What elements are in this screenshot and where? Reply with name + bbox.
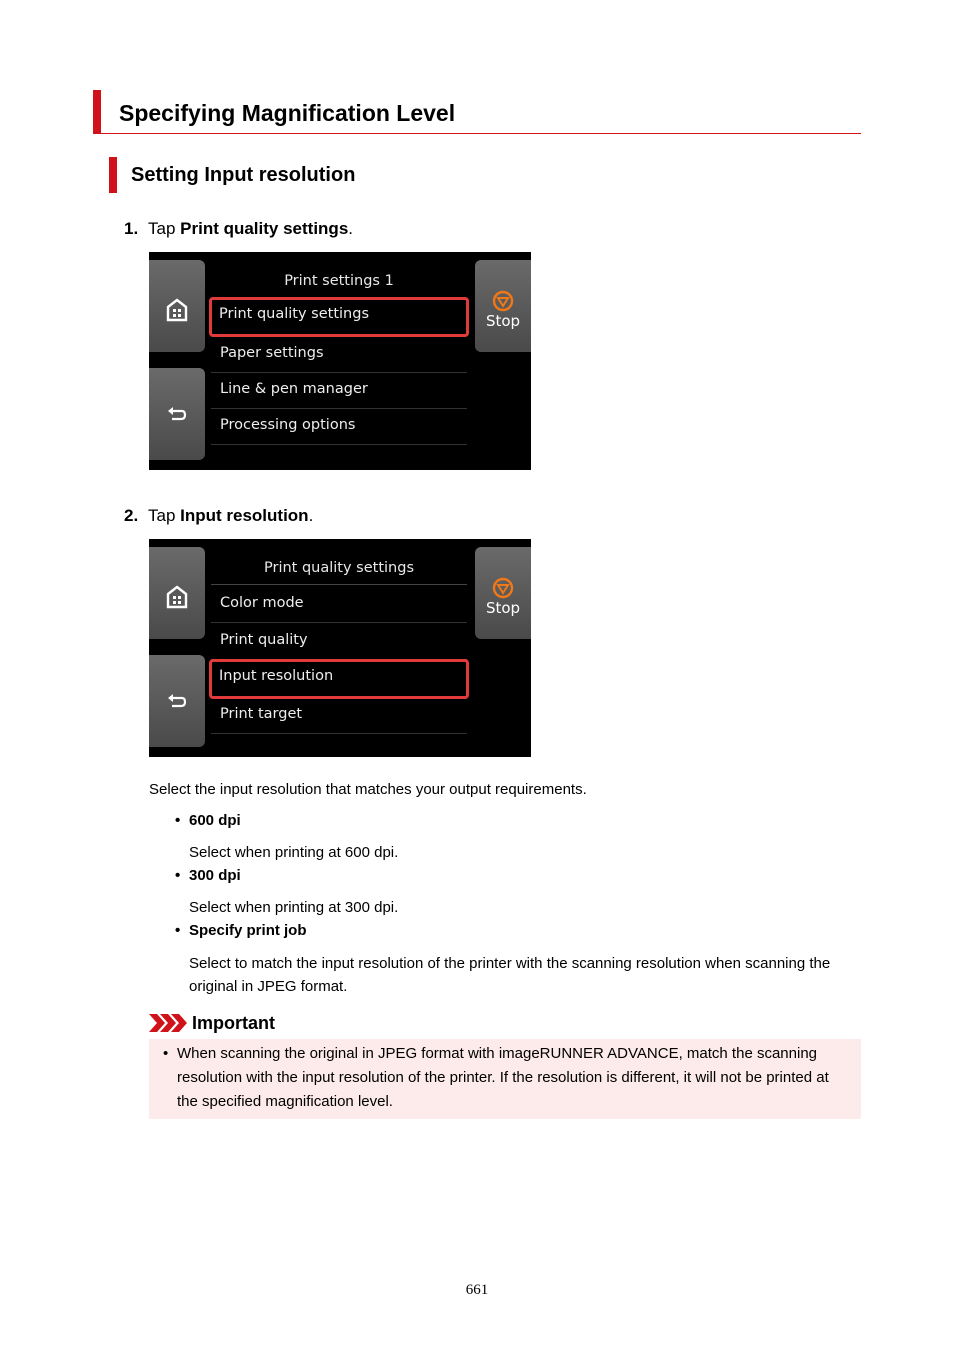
option-300dpi: • 300 dpi: [175, 865, 475, 887]
heading-underline: [101, 133, 861, 134]
menu-item-print-target[interactable]: Print target: [211, 697, 467, 734]
menu-item-print-quality-settings[interactable]: Print quality settings: [209, 297, 469, 337]
screen-title: Print quality settings: [264, 560, 414, 576]
important-title: Important: [192, 1013, 275, 1033]
important-icon: [149, 1014, 189, 1032]
menu-item-print-quality[interactable]: Print quality: [211, 623, 467, 660]
back-button[interactable]: [149, 368, 205, 460]
option-specify-print-job: • Specify print job: [175, 920, 475, 942]
back-button[interactable]: [149, 655, 205, 747]
screen-title: Print settings 1: [284, 273, 394, 289]
step-1: [124, 218, 624, 240]
divider: [211, 584, 467, 585]
home-button[interactable]: [149, 547, 205, 639]
stop-button[interactable]: [475, 547, 531, 639]
option-label: 600 dpi: [189, 812, 241, 829]
menu-item-processing-options[interactable]: Processing options: [211, 408, 467, 445]
back-icon: [167, 406, 187, 422]
option-600dpi: • 600 dpi: [175, 810, 475, 832]
printer-screen-print-settings: [149, 252, 531, 470]
stop-button[interactable]: [475, 260, 531, 352]
option-description: Select when printing at 300 dpi.: [189, 899, 399, 916]
stop-icon: [492, 290, 514, 312]
bullet-dot: •: [163, 1045, 169, 1062]
step-text: Tap Print quality settings.: [148, 219, 354, 238]
back-icon: [167, 693, 187, 709]
home-button[interactable]: [149, 260, 205, 352]
menu-item-paper-settings[interactable]: Paper settings: [211, 336, 467, 373]
home-icon: [166, 298, 188, 322]
step-number: 1.: [124, 219, 139, 238]
option-description: Select when printing at 600 dpi.: [189, 844, 399, 861]
option-label: 300 dpi: [189, 867, 241, 884]
option-description: Select to match the input resolution of the printer with the scanning resolution when scanning the original in JPEG format.: [189, 955, 831, 995]
page-number: 661: [465, 1282, 489, 1298]
home-icon: [166, 585, 188, 609]
stop-icon: [492, 577, 514, 599]
intro-text: Select the input resolution that matches your output requirements.: [149, 781, 587, 798]
step-number: 2.: [124, 506, 139, 525]
subheading-accent-bar: [109, 157, 117, 193]
important-text: When scanning the original in JPEG format with imageRUNNER ADVANCE, match the scanning resolution with the input resolution of the printer. If the resolution is different, it will not be printed at the specified magnification level.: [177, 1045, 829, 1110]
menu-item-line-pen-manager[interactable]: Line & pen manager: [211, 372, 467, 409]
step-text: Tap Input resolution.: [148, 506, 314, 525]
menu-item-color-mode[interactable]: Color mode: [211, 586, 467, 623]
option-label: Specify print job: [189, 922, 307, 939]
page-title: Specifying Magnification Level: [119, 100, 456, 126]
stop-label: Stop: [485, 312, 521, 330]
heading-accent-bar: [93, 90, 101, 134]
menu-item-input-resolution[interactable]: Input resolution: [209, 659, 469, 699]
section-title: Setting Input resolution: [131, 164, 356, 186]
printer-screen-print-quality-settings: [149, 539, 531, 757]
stop-label: Stop: [485, 599, 521, 617]
step-2: [124, 505, 624, 527]
